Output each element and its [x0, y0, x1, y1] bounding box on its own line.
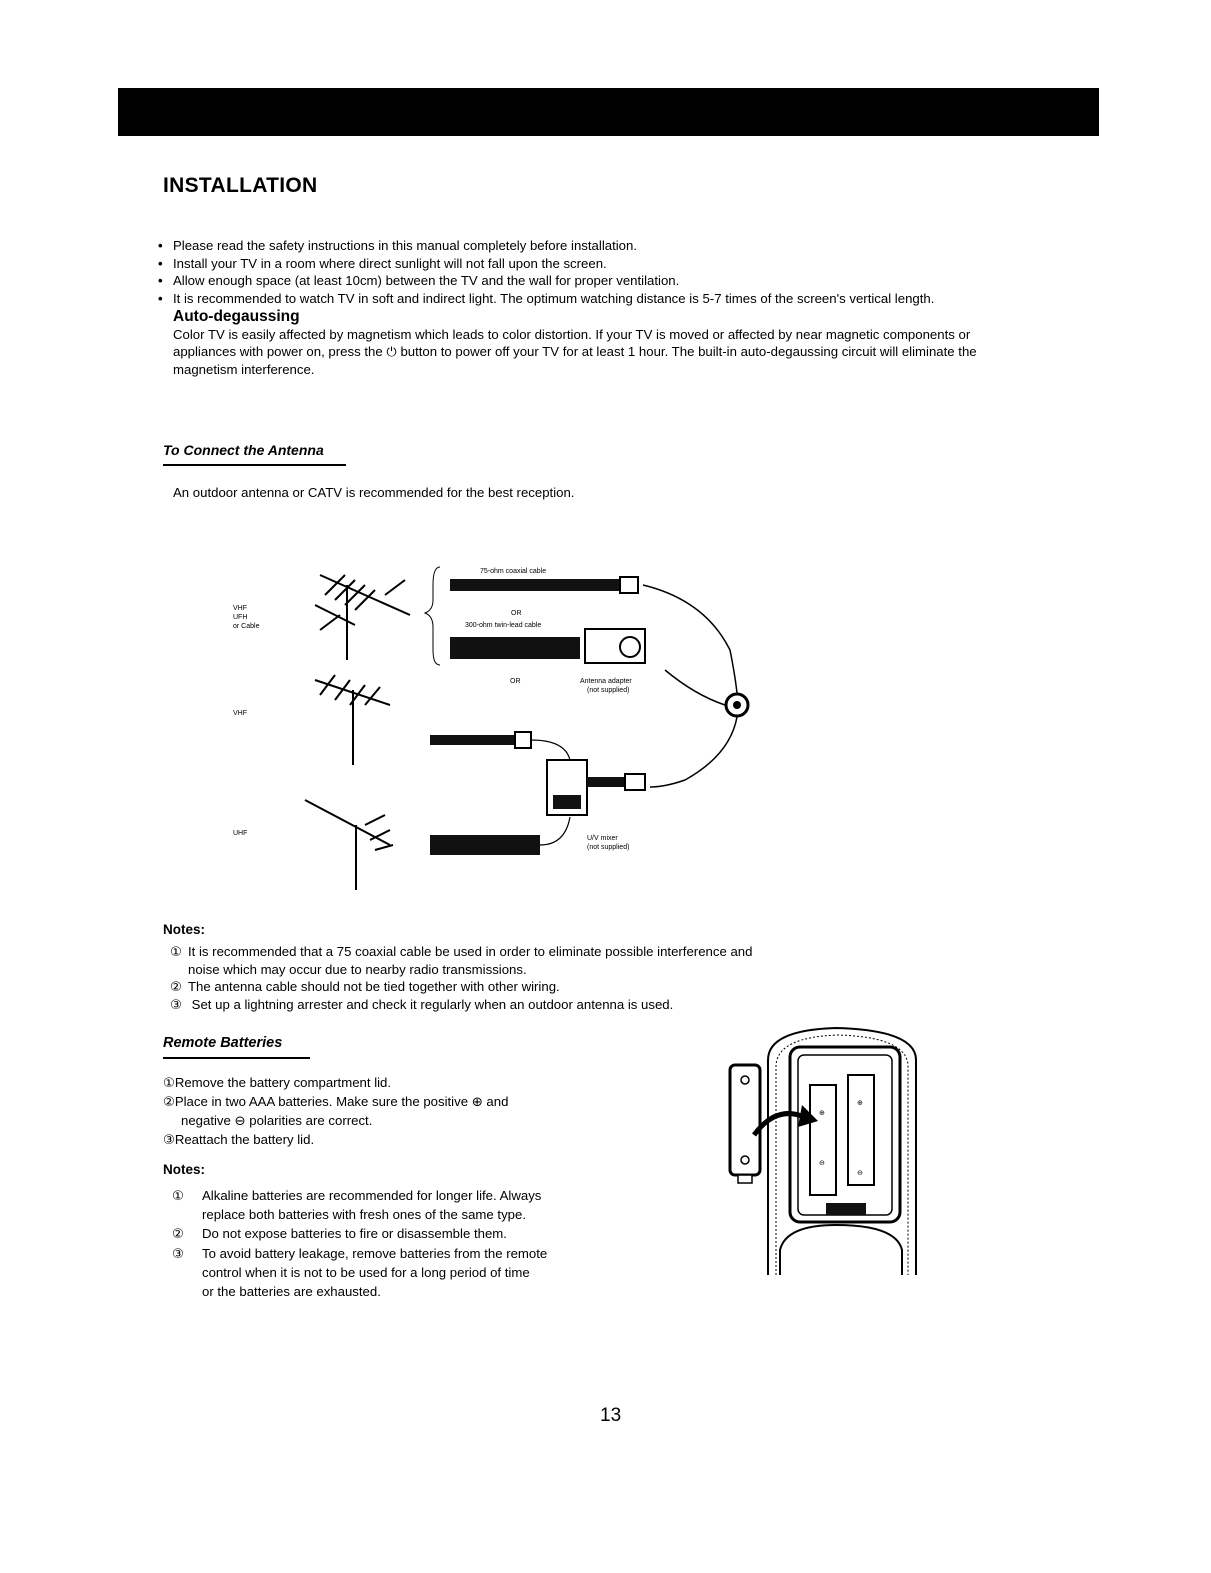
lid-tab-icon	[738, 1175, 752, 1183]
note-text: Set up a lightning arrester and check it regularly when an outdoor antenna is used.	[188, 996, 674, 1012]
note-continuation: replace both batteries with fresh ones of the same type.	[202, 1207, 527, 1223]
bullet-item: • Please read the safety instructions in this manual completely before installation.	[158, 237, 988, 255]
note-number: ②	[172, 1226, 184, 1242]
battery-lid	[730, 1065, 760, 1175]
antenna-connection-diagram	[225, 555, 785, 895]
lead-wire	[540, 817, 570, 845]
step-number: ①	[163, 1075, 175, 1090]
step-text: negative ⊖ polarities are correct.	[181, 1113, 373, 1128]
twinlead-cable	[450, 637, 580, 659]
step-item	[163, 1111, 623, 1130]
degauss-paragraph	[158, 326, 988, 379]
note-item	[170, 996, 910, 1014]
step-text: Remove the battery compartment lid.	[174, 1075, 392, 1090]
label-uhf-2: UHF	[233, 830, 248, 837]
note-continuation: or the batteries are exhausted.	[202, 1284, 381, 1300]
page-number: 13	[600, 1405, 622, 1426]
label-vhf: VHF	[233, 605, 247, 612]
twinlead-label: 300-ohm twin-lead cable	[465, 622, 542, 629]
battery-compartment	[790, 1047, 900, 1222]
antenna-intro: An outdoor antenna or CATV is recommended for the best reception.	[173, 485, 575, 500]
note-number: ③	[172, 1245, 184, 1261]
note-number: ③	[170, 996, 182, 1012]
note-text: To avoid battery leakage, remove batteries from the remote	[202, 1245, 548, 1261]
note-item	[170, 943, 910, 961]
jack-center-icon	[733, 701, 741, 709]
mixer-label: U/V mixer	[587, 835, 618, 842]
header-bar	[118, 88, 1099, 136]
adapter-label: Antenna adapter	[580, 678, 632, 685]
step-number: ②	[163, 1094, 175, 1109]
plus-icon: ⊕	[857, 1100, 863, 1107]
uhf-twinlead-cable	[430, 835, 540, 855]
note-continuation: control when it is not to be used for a long period of time	[202, 1264, 530, 1280]
mixer-output-cable	[587, 777, 627, 787]
note-item	[170, 978, 910, 996]
note-number: ①	[170, 944, 182, 959]
coax-label: 75-ohm coaxial cable	[480, 568, 547, 575]
remote-lower-edge-icon	[780, 1225, 902, 1275]
lead-wire	[531, 740, 570, 760]
note-continuation: noise which may occur due to nearby radio transmissions.	[188, 961, 527, 977]
spring-contact-icon	[826, 1203, 866, 1215]
combo-antenna-icon	[315, 575, 410, 660]
minus-icon: ⊖	[819, 1160, 825, 1167]
antenna-notes	[170, 943, 910, 1013]
notes-heading: Notes:	[163, 922, 206, 937]
note-number: ②	[170, 979, 182, 994]
note-text: It is recommended that a 75 coaxial cable be used in order to eliminate possible interference and	[188, 944, 753, 959]
coax-cable	[450, 579, 620, 591]
mixer-note: (not supplied)	[587, 844, 630, 851]
or-label-2: OR	[510, 678, 521, 685]
vhf-coax-cable	[430, 735, 520, 745]
step-number: ③	[163, 1132, 175, 1147]
or-label-1: OR	[511, 610, 522, 617]
remote-battery-illustration	[726, 1025, 926, 1280]
note-number: ①	[172, 1188, 184, 1203]
uhf-antenna-icon	[305, 800, 393, 890]
remote-batteries-heading: Remote Batteries	[163, 1035, 310, 1059]
step-text: Reattach the battery lid.	[174, 1132, 315, 1147]
degauss-text-after: button to power off your TV for at least 1 hour. The built-in auto-degaussing circuit will eliminate the magnetism interference.	[173, 344, 977, 377]
note-item	[172, 1244, 632, 1263]
vhf-coax-connector	[515, 732, 531, 748]
brace-icon	[425, 567, 440, 665]
note-text: Alkaline batteries are recommended for longer life. Always	[202, 1188, 542, 1203]
bullet-item: • Allow enough space (at least 10cm) between the TV and the wall for proper ventilation.	[158, 272, 988, 290]
step-item	[163, 1092, 623, 1111]
battery-notes	[172, 1186, 632, 1301]
degauss-heading: Auto-degaussing	[173, 308, 300, 325]
coax-connector	[620, 577, 638, 593]
battery-icon	[848, 1075, 874, 1185]
page-title: INSTALLATION	[163, 174, 318, 197]
vhf-antenna-icon	[315, 675, 390, 765]
note-text: The antenna cable should not be tied together with other wiring.	[188, 979, 560, 994]
battery-steps	[163, 1073, 623, 1149]
power-icon: ⏻	[386, 344, 397, 359]
minus-icon: ⊖	[857, 1170, 863, 1177]
lead-wire	[665, 670, 725, 705]
mixer-terminals-icon	[553, 795, 581, 809]
note-item	[172, 1186, 632, 1205]
battery-icon	[810, 1085, 836, 1195]
step-item	[163, 1130, 623, 1149]
label-vhf-2: VHF	[233, 710, 247, 717]
note-text: Do not expose batteries to fire or disassemble them.	[202, 1226, 507, 1242]
intro-bullets	[158, 237, 988, 378]
battery-notes-heading: Notes:	[163, 1162, 206, 1177]
antenna-adapter	[585, 629, 645, 663]
step-item	[163, 1073, 623, 1092]
antenna-heading: To Connect the Antenna	[163, 442, 346, 466]
bullet-item: • Install your TV in a room where direct sunlight will not fall upon the screen.	[158, 255, 988, 273]
lead-wire	[643, 585, 737, 693]
adapter-note: (not supplied)	[587, 687, 630, 694]
lead-wire	[650, 717, 737, 787]
plus-icon: ⊕	[819, 1110, 825, 1117]
label-cable: or Cable	[233, 623, 260, 630]
label-uhf: UFH	[233, 614, 248, 621]
step-text: Place in two AAA batteries. Make sure the positive ⊕ and	[174, 1094, 509, 1109]
mixer-output-connector	[625, 774, 645, 790]
degauss-text: Color TV is easily affected by magnetism which leads to color distortion. If your TV is moved or affected by near magnetic components or appliances with power on, press the	[173, 326, 971, 359]
bullet-item: • It is recommended to watch TV in soft and indirect light. The optimum watching distance is 5-7 times of the screen's vertical length.	[158, 290, 988, 308]
note-item	[172, 1224, 632, 1243]
